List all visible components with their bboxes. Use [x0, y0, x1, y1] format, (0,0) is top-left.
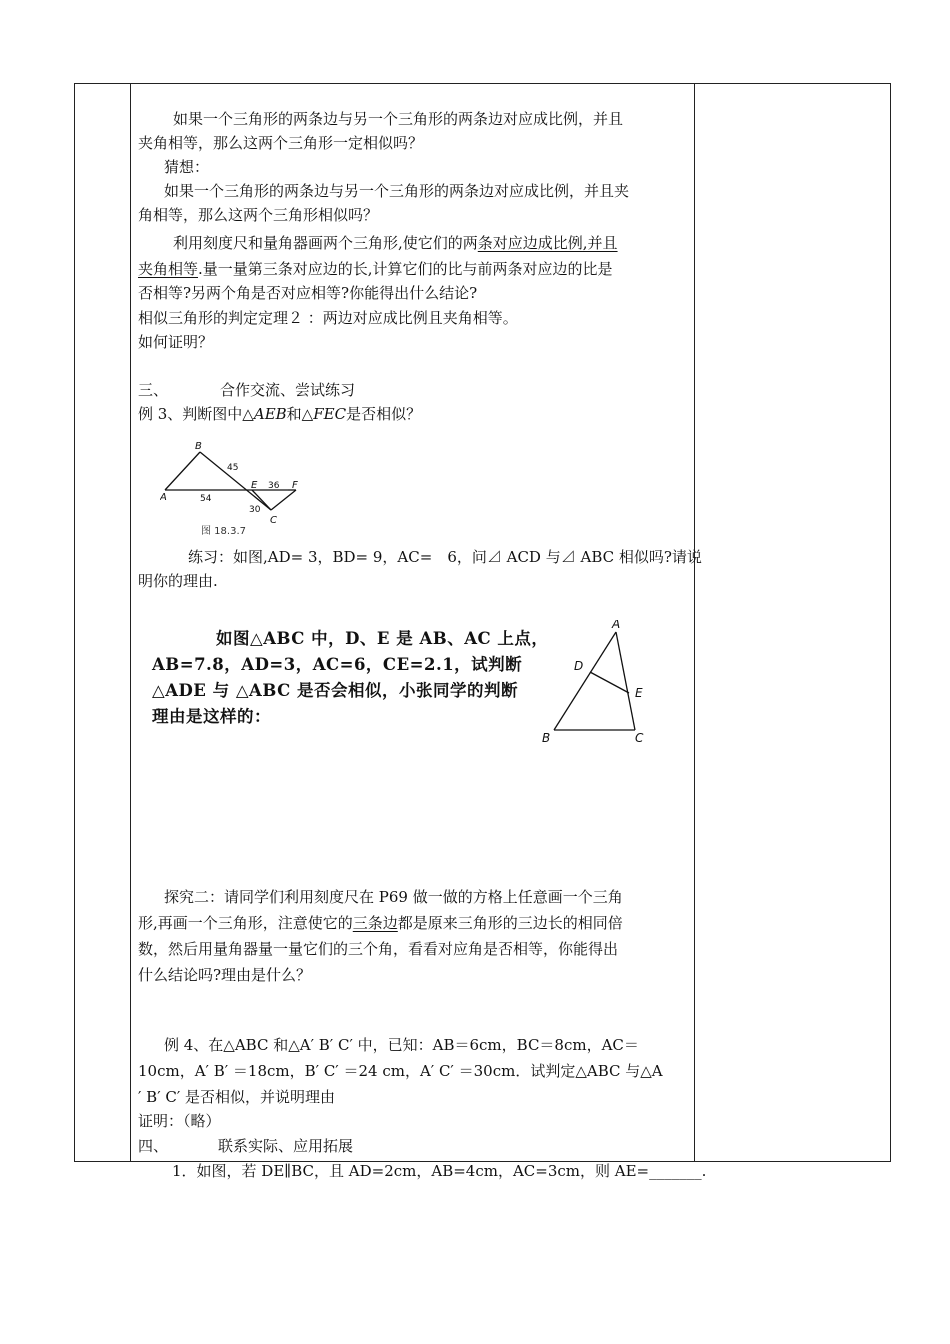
underlined-text: 三条边	[352, 914, 398, 932]
example-4-line: 例 4、在△ABC 和△A′ B′ C′ 中，已知：AB＝6cm，BC＝8cm，AC＝	[164, 1036, 639, 1054]
triangle-name: AEB	[253, 405, 287, 423]
proof-line: 证明：（略）	[138, 1112, 221, 1130]
activity-text: .量一量第三条对应边的长,计算它们的比与前两条对应边的比是	[198, 260, 613, 278]
vertex-label-c: C	[635, 731, 644, 745]
exploration-line	[138, 913, 623, 933]
section-heading-3	[138, 380, 355, 400]
column-divider-right	[694, 84, 695, 1161]
exploration-text: 形,再画一个三角形，注意使它的	[138, 914, 353, 932]
question-line: 夹角相等，那么这两个三角形一定相似吗？	[138, 134, 424, 152]
exploration-line: 数，然后用量角器量一量它们的三个角，看看对应角是否相等，你能得出	[138, 940, 619, 958]
activity-line: 否相等?另两个角是否对应相等?你能得出什么结论?	[138, 284, 478, 302]
example-text: 例 3、判断图中△	[138, 405, 254, 423]
section-title: 合作交流、尝试练习	[220, 381, 356, 399]
example-text: 和△	[286, 405, 314, 423]
figure-caption: 图 18.3.7	[201, 526, 246, 537]
example-4-line: ′ B′ C′ 是否相似，并说明理由	[138, 1088, 336, 1106]
section-heading-4	[138, 1136, 353, 1156]
example-text: 是否相似？	[346, 405, 422, 423]
conjecture-line: 角相等，那么这两个三角形相似吗？	[138, 206, 379, 224]
vertex-label-f: F	[292, 480, 298, 491]
exercise-line: 1．如图，若 DE∥BC，且 AD=2cm，AB=4cm，AC=3cm，则 AE=_______.	[172, 1162, 707, 1180]
length-ef: 36	[268, 481, 280, 491]
vertex-label-e: E	[251, 480, 258, 491]
question-line: 如果一个三角形的两条边与另一个三角形的两条边对应成比例，并且	[173, 110, 624, 128]
section-title: 联系实际、应用拓展	[218, 1137, 354, 1155]
underlined-text: 条对应边成比例,并且	[477, 234, 618, 252]
exploration-line: 什么结论吗?理由是什么？	[138, 966, 312, 984]
vertex-label-b: B	[542, 731, 551, 745]
triangle-lines	[554, 632, 635, 730]
length-be: 45	[227, 463, 239, 473]
activity-line	[138, 259, 613, 279]
vertex-label-a: A	[160, 492, 167, 503]
section-number: 四、	[138, 1137, 169, 1155]
triangle-name: FEC	[313, 405, 347, 423]
vertex-label-a: A	[612, 620, 621, 631]
example-3-line	[138, 404, 421, 424]
theorem-line: 相似三角形的判定定理２ ：两边对应成比例且夹角相等。	[138, 309, 518, 327]
problem-image-line: △ADE 与 △ABC 是否会相似，小张同学的判断	[152, 681, 518, 700]
column-divider-left	[130, 84, 131, 1161]
vertex-label-c: C	[270, 515, 277, 526]
problem-image-line: 理由是这样的：	[152, 707, 271, 726]
triangle-abc-figure	[538, 620, 653, 750]
activity-text: 利用刻度尺和量角器画两个三角形,使它们的两	[173, 234, 478, 252]
guess-label: 猜想：	[164, 158, 210, 176]
exploration-text: 都是原来三角形的三边长的相同倍	[397, 914, 623, 932]
how-prove-line: 如何证明？	[138, 333, 214, 351]
practice-line: 练习：如图,AD= 3，BD= 9，AC= 6，问⊿ ACD 与⊿ ABC 相似吗?请说	[188, 548, 702, 566]
problem-image-line: 如图△ABC 中，D、E 是 AB、AC 上点，	[216, 629, 549, 648]
length-ae: 54	[200, 494, 212, 504]
vertex-label-e: E	[635, 686, 643, 700]
figure-18-3-7	[160, 440, 340, 545]
exploration-line: 探究二：请同学们利用刻度尺在 P69 做一做的方格上任意画一个三角	[164, 888, 623, 906]
activity-line	[173, 233, 618, 253]
length-ec: 30	[249, 505, 261, 515]
practice-line: 明你的理由.	[138, 572, 218, 590]
conjecture-line: 如果一个三角形的两条边与另一个三角形的两条边对应成比例，并且夹	[164, 182, 630, 200]
example-4-line: 10cm，A′ B′ ＝18cm，B′ C′ ＝24 cm，A′ C′ ＝30cm．试判定△ABC 与△A	[138, 1062, 663, 1080]
vertex-label-d: D	[574, 659, 584, 673]
vertex-label-b: B	[195, 441, 202, 452]
underlined-text: 夹角相等	[138, 260, 199, 278]
problem-image-line: AB=7.8，AD=3，AC=6，CE=2.1，试判断	[152, 655, 523, 674]
section-number: 三、	[138, 381, 169, 399]
